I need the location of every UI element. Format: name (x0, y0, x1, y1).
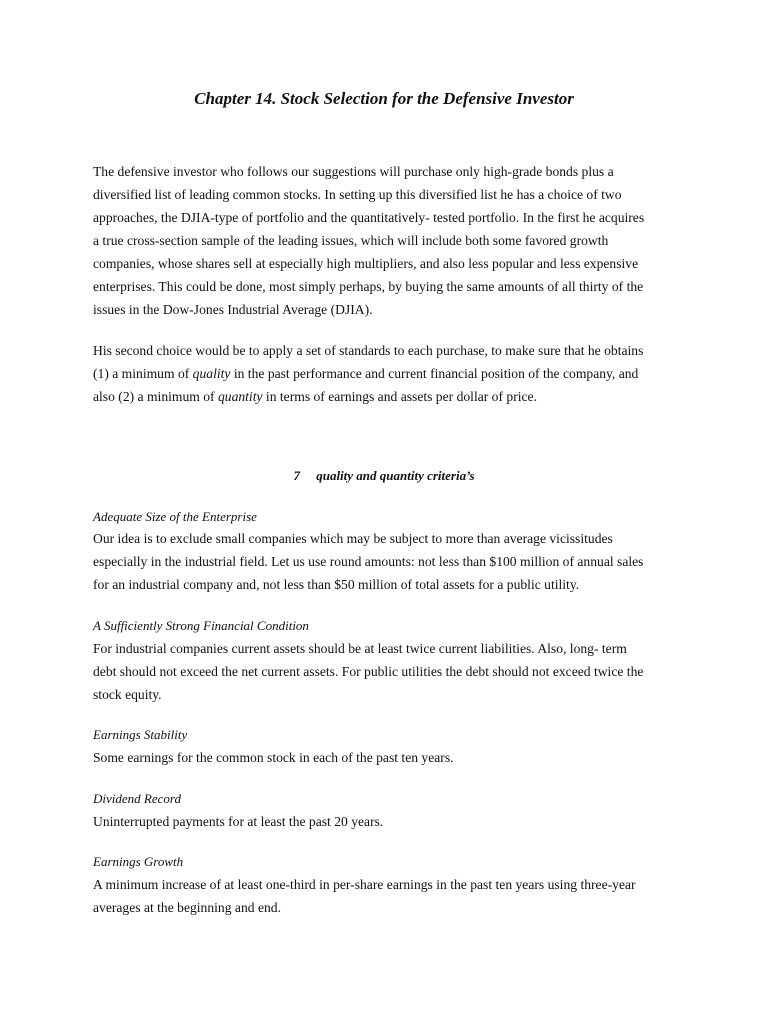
quantity-emphasis: quantity (217, 389, 263, 404)
paragraph-line (93, 362, 683, 385)
paragraph-line: issues in the Dow-Jones Industrial Average (DJIA). (93, 302, 373, 317)
criterion-title: A Sufficiently Strong Financial Condition (93, 618, 309, 633)
paragraph-line: A minimum increase of at least one-third in per-share earnings in the past ten years using three-year (93, 877, 636, 892)
text-run: (1) a minimum of (93, 366, 193, 381)
quality-emphasis: quality (192, 366, 231, 381)
criterion-body (93, 637, 683, 706)
paragraph-line: Some earnings for the common stock in each of the past ten years. (93, 750, 454, 765)
criterion-body (93, 810, 683, 833)
paragraph-line: His second choice would be to apply a set of standards to each purchase, to make sure that he obtains (93, 343, 644, 358)
criterion-title: Earnings Stability (93, 727, 188, 742)
criterion-title: Adequate Size of the Enterprise (93, 509, 257, 524)
second-paragraph (93, 339, 683, 408)
criterion-body (93, 746, 683, 769)
text-run: also (2) a minimum of (93, 389, 218, 404)
paragraph-line: Uninterrupted payments for at least the past 20 years. (93, 814, 384, 829)
paragraph-line (93, 385, 683, 408)
paragraph-line: debt should not exceed the net current assets. For public utilities the debt should not exceed twice the (93, 664, 644, 679)
paragraph-line: companies, whose shares sell at especially high multipliers, and also less popular and less expensive (93, 256, 639, 271)
criteria-heading (0, 466, 768, 486)
criteria-heading-text: quality and quantity criteria’s (316, 468, 475, 483)
paragraph-line: enterprises. This could be done, most simply perhaps, by buying the same amounts of all thirty of the (93, 279, 644, 294)
text-run: in the past performance and current financial position of the company, and (230, 366, 639, 381)
criterion-body (93, 873, 683, 919)
paragraph-line: The defensive investor who follows our suggestions will purchase only high-grade bonds plus a (93, 164, 614, 179)
chapter-title: Chapter 14. Stock Selection for the Defensive Investor (194, 89, 574, 108)
paragraph-line: for an industrial company and, not less than $50 million of total assets for a public utility. (93, 577, 580, 592)
criteria-count: 7 (293, 468, 300, 483)
intro-paragraph (93, 160, 683, 321)
text-run: in terms of earnings and assets per dollar of price. (262, 389, 537, 404)
criterion-title: Dividend Record (93, 791, 181, 806)
paragraph-line: For industrial companies current assets should be at least twice current liabilities. Also, long- term (93, 641, 627, 656)
criterion-title: Earnings Growth (93, 854, 184, 869)
paragraph-line: approaches, the DJIA-type of portfolio and the quantitatively- tested portfolio. In the first he acquires (93, 210, 645, 225)
paragraph-line: averages at the beginning and end. (93, 900, 281, 915)
paragraph-line: Our idea is to exclude small companies which may be subject to more than average vicissitudes (93, 531, 613, 546)
paragraph-line: diversified list of leading common stocks. In setting up this diversified list he has a choice of two (93, 187, 622, 202)
paragraph-line: especially in the industrial field. Let us use round amounts: not less than $100 million of annual sales (93, 554, 644, 569)
criterion-body (93, 527, 683, 596)
paragraph-line: stock equity. (93, 687, 162, 702)
paragraph-line: a true cross-section sample of the leading issues, which will include both some favored growth (93, 233, 609, 248)
